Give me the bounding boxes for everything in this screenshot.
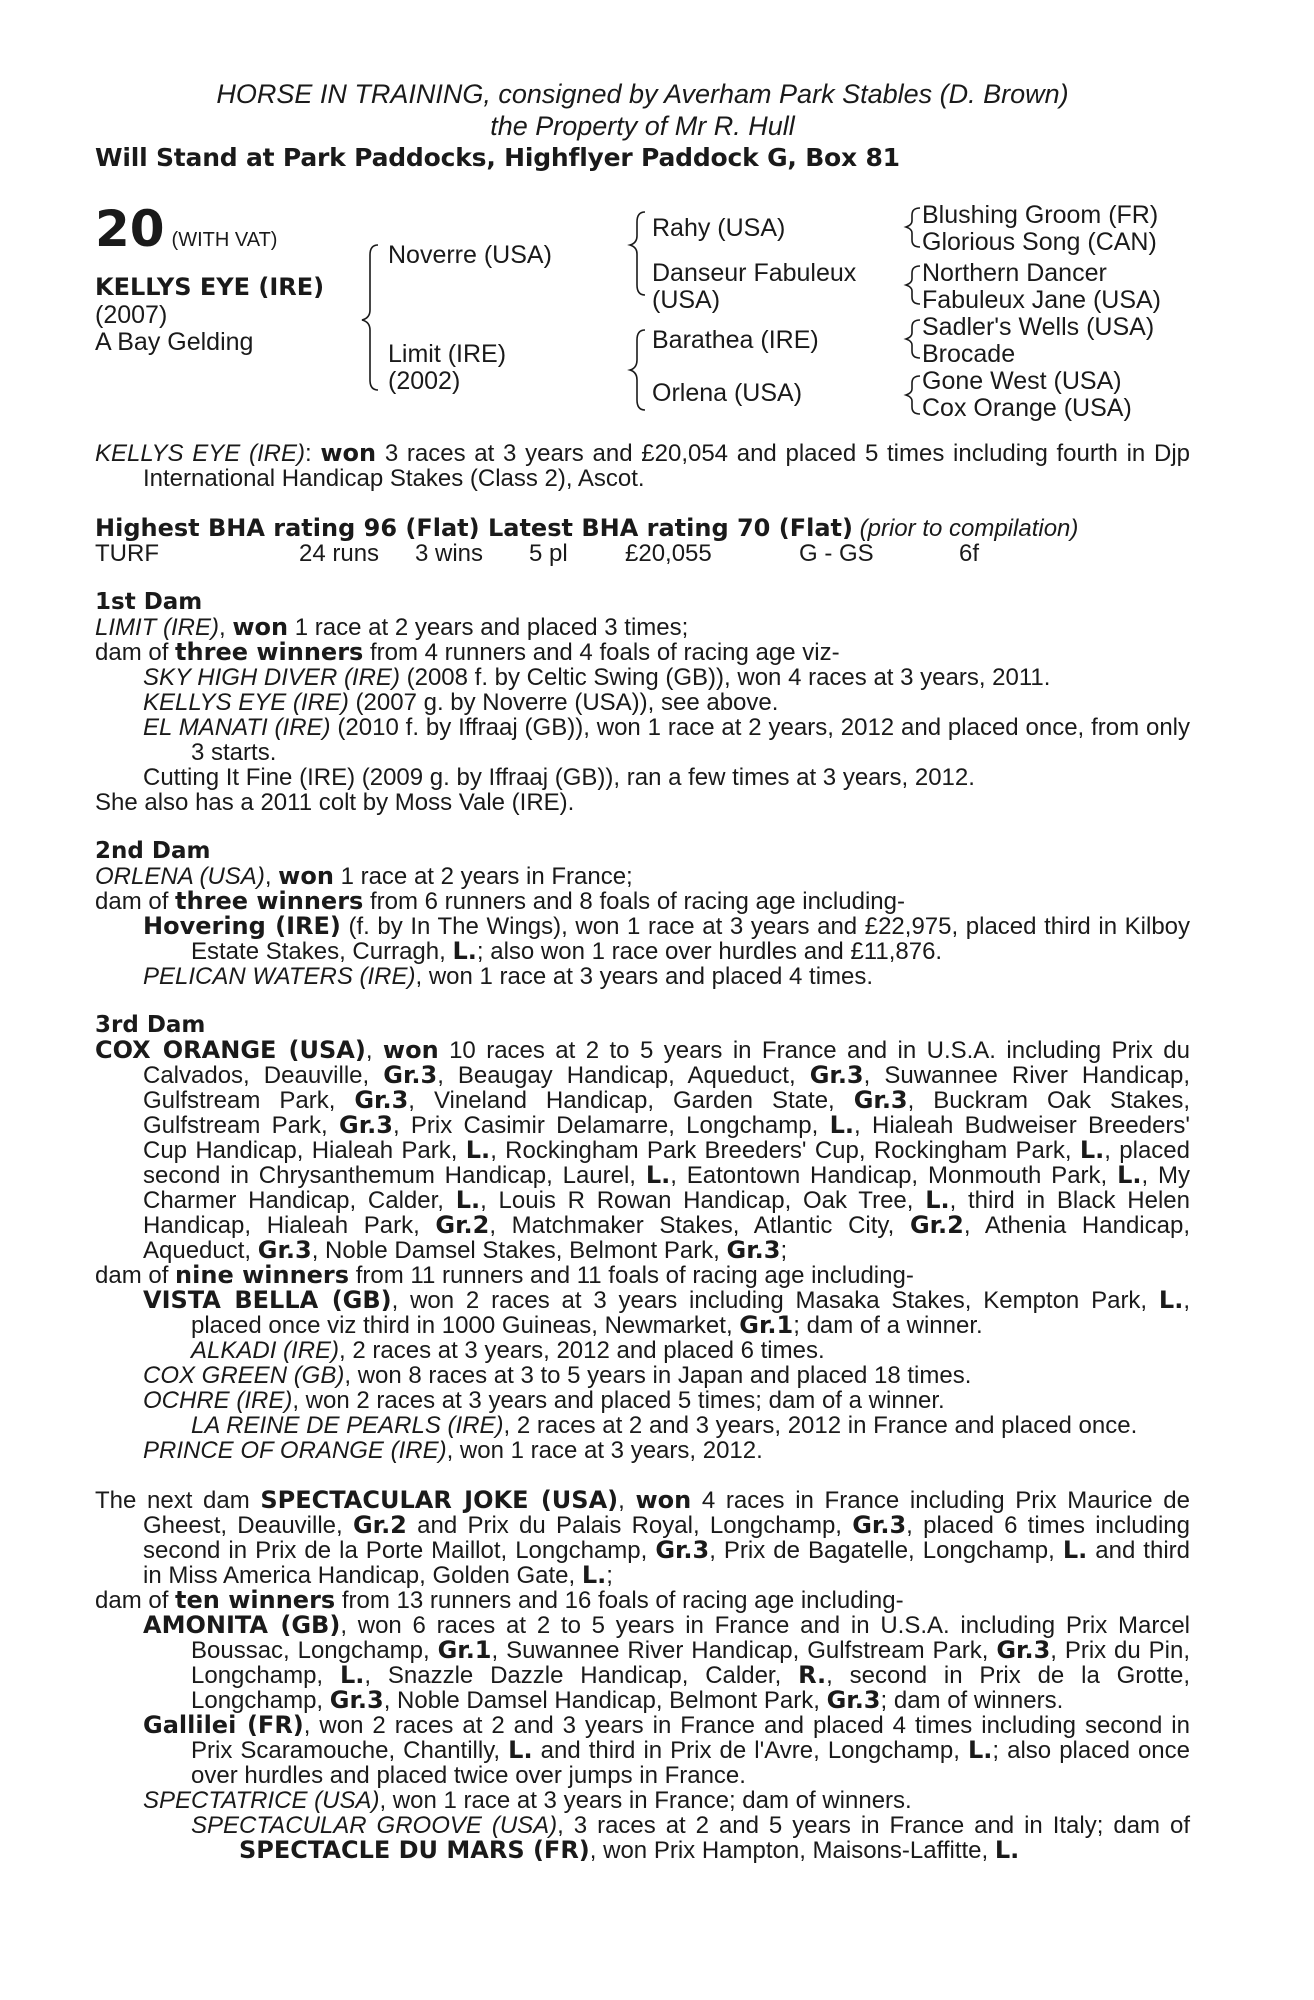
property-line: the Property of Mr R. Hull [490,111,795,141]
dam-sire: Barathea (IRE) [652,326,819,354]
produce-entry: LA REINE DE PEARLS (IRE), 2 races at 2 and 3 years, 2012 in France and placed once. [191,1412,1138,1439]
ancestor-1: Blushing Groom (FR) [922,201,1159,229]
produce-entry: SPECTACULAR GROOVE (USA), 3 races at 2 and 5 years in France and in Italy; dam of SPECTACLE DU MARS (FR), won Prix Hampton, Maisons-Laffitte, L. [191,1812,1190,1864]
catalogue-body [95,441,1190,1863]
second-dam-heading: 2nd Dam [95,838,211,864]
second-dam-produce: dam of three winners from 6 runners and 8 foals of racing age including- [95,887,905,915]
first-dam-note: She also has a 2011 colt by Moss Vale (IRE). [95,789,575,816]
stand-location: Will Stand at Park Paddocks, Highflyer Paddock G, Box 81 [95,143,900,172]
ancestor-7: Gone West (USA) [922,367,1122,395]
produce-entry: OCHRE (IRE), won 2 races at 3 years and placed 5 times; dam of a winner. [143,1387,945,1414]
produce-entry: Cutting It Fine (IRE) (2009 g. by Iffraaj (GB)), ran a few times at 3 years, 2012. [143,764,975,791]
produce-entry: Gallilei (FR), won 2 races at 2 and 3 years in France and placed 4 times including second in Prix Scaramouche, Chantilly, L. and third in Prix de l'Avre, Longchamp, L.; also placed once over hurdles and placed twice over jumps in France. [143,1711,1191,1789]
produce-entry: VISTA BELLA (GB), won 2 races at 3 years including Masaka Stakes, Kempton Park, L., placed once viz third in 1000 Guineas, Newmarket, Gr.1; dam of a winner. [143,1286,1190,1339]
produce-entry: COX GREEN (GB), won 8 races at 3 to 5 years in Japan and placed 18 times. [143,1362,972,1389]
ancestor-5: Sadler's Wells (USA) [922,313,1155,341]
vat-label: (WITH VAT) [171,229,278,251]
ancestor-6: Brocade [922,340,1016,368]
horse-description: A Bay Gelding [95,328,254,356]
first-dam-produce: dam of three winners from 4 runners and 4 foals of racing age viz- [95,638,840,666]
produce-entry: AMONITA (GB), won 6 races at 2 to 5 years in France and in U.S.A. including Prix Marcel Boussac, Longchamp, Gr.1, Suwannee River Handicap, Gulfstream Park, Gr.3, Prix du Pin, Longchamp, L., Snazzle Dazzle Handicap, Calder, R., second in Prix de la Grotte, Longchamp, Gr.3, Noble Damsel Handicap, Belmont Park, Gr.3; dam of winners. [143,1611,1190,1714]
produce-entry: SPECTATRICE (USA), won 1 race at 3 years in France; dam of winners. [143,1787,912,1814]
turf-record: TURF 24 runs 3 wins 5 pl £20,055 G - GS 6f [95,540,980,567]
second-dam-record: ORLENA (USA), won 1 race at 2 years in France; [95,862,633,890]
produce-entry: Hovering (IRE) (f. by In The Wings), won 1 race at 3 years and £22,975, placed third in Kilboy Estate Stakes, Curragh, L.; also won 1 race over hurdles and £11,876. [143,912,1191,965]
produce-entry: PRINCE OF ORANGE (IRE), won 1 race at 3 years, 2012. [143,1437,763,1464]
dam-year: (2002) [388,367,461,395]
first-dam-heading: 1st Dam [95,589,203,615]
horse-name: KELLYS EYE (IRE) [95,273,325,301]
produce-entry: ALKADI (IRE), 2 races at 3 years, 2012 and placed 6 times. [191,1337,825,1364]
ancestor-8: Cox Orange (USA) [922,394,1132,422]
bha-rating: Highest BHA rating 96 (Flat) Latest BHA rating 70 (Flat) (prior to compilation) [95,514,1079,542]
dam-dam: Orlena (USA) [652,379,803,407]
sire-sire: Rahy (USA) [652,214,786,242]
third-dam-heading: 3rd Dam [95,1012,206,1038]
ancestor-2: Glorious Song (CAN) [922,228,1157,256]
sire-dam: Danseur Fabuleux [652,259,857,287]
foaling-year: (2007) [95,301,168,329]
consignor-line: HORSE IN TRAINING, consigned by Averham Park Stables (D. Brown) [216,79,1069,109]
race-summary: KELLYS EYE (IRE): won 3 races at 3 years and £20,054 and placed 5 times including fourth in Djp International Handicap Stakes (Class 2), Ascot. [95,439,1191,492]
ancestor-4: Fabuleux Jane (USA) [922,286,1162,314]
third-dam-record: COX ORANGE (USA), won 10 races at 2 to 5 years in France and in U.S.A. including Prix du Calvados, Deauville, Gr.3, Beaugay Handicap, Aqueduct, Gr.3, Suwannee River Handicap, Gulfstream Park, Gr.3, Vineland Handicap, Garden State, Gr.3, Buckram Oak Stakes, Gulfstream Park, Gr.3, Prix Casimir Delamarre, Longchamp, L., Hialeah Budweiser Breeders' Cup Handicap, Hialeah Park, L., Rockingham Park Breeders' Cup, Rockingham Park, L., placed second in Chrysanthemum Handicap, Laurel, L., Eatontown Handicap, Monmouth Park, L., My Charmer Handicap, Calder, L., Louis R Rowan Handicap, Oak Tree, L., third in Black Helen Handicap, Hialeah Park, Gr.2, Matchmaker Stakes, Atlantic City, Gr.2, Athenia Handicap, Aqueduct, Gr.3, Noble Damsel Stakes, Belmont Park, Gr.3; [95,1036,1191,1264]
lot-number: 20 [95,200,165,258]
produce-entry: KELLYS EYE (IRE) (2007 g. by Noverre (USA)), see above. [143,689,779,716]
next-dam-record: The next dam SPECTACULAR JOKE (USA), won 4 races in France including Prix Maurice de Gheest, Deauville, Gr.2 and Prix du Palais Royal, Longchamp, Gr.3, placed 6 times including second in Prix de la Porte Maillot, Longchamp, Gr.3, Prix de Bagatelle, Longchamp, L. and third in Miss America Handicap, Golden Gate, L.; [95,1486,1191,1589]
next-dam-produce: dam of ten winners from 13 runners and 16 foals of racing age including- [95,1586,904,1614]
dam: Limit (IRE) [388,340,507,368]
ancestor-3: Northern Dancer [922,259,1107,287]
third-dam-produce: dam of nine winners from 11 runners and 11 foals of racing age including- [95,1261,914,1289]
produce-entry: PELICAN WATERS (IRE), won 1 race at 3 years and placed 4 times. [143,963,874,990]
produce-entry: EL MANATI (IRE) (2010 f. by Iffraaj (GB)), won 1 race at 2 years, 2012 and placed once, from only 3 starts. [143,714,1190,766]
first-dam-record: LIMIT (IRE), won 1 race at 2 years and placed 3 times; [95,613,689,641]
sire: Noverre (USA) [388,241,552,269]
sire-dam-country: (USA) [652,286,721,314]
produce-entry: SKY HIGH DIVER (IRE) (2008 f. by Celtic Swing (GB)), won 4 races at 3 years, 2011. [143,664,1051,691]
